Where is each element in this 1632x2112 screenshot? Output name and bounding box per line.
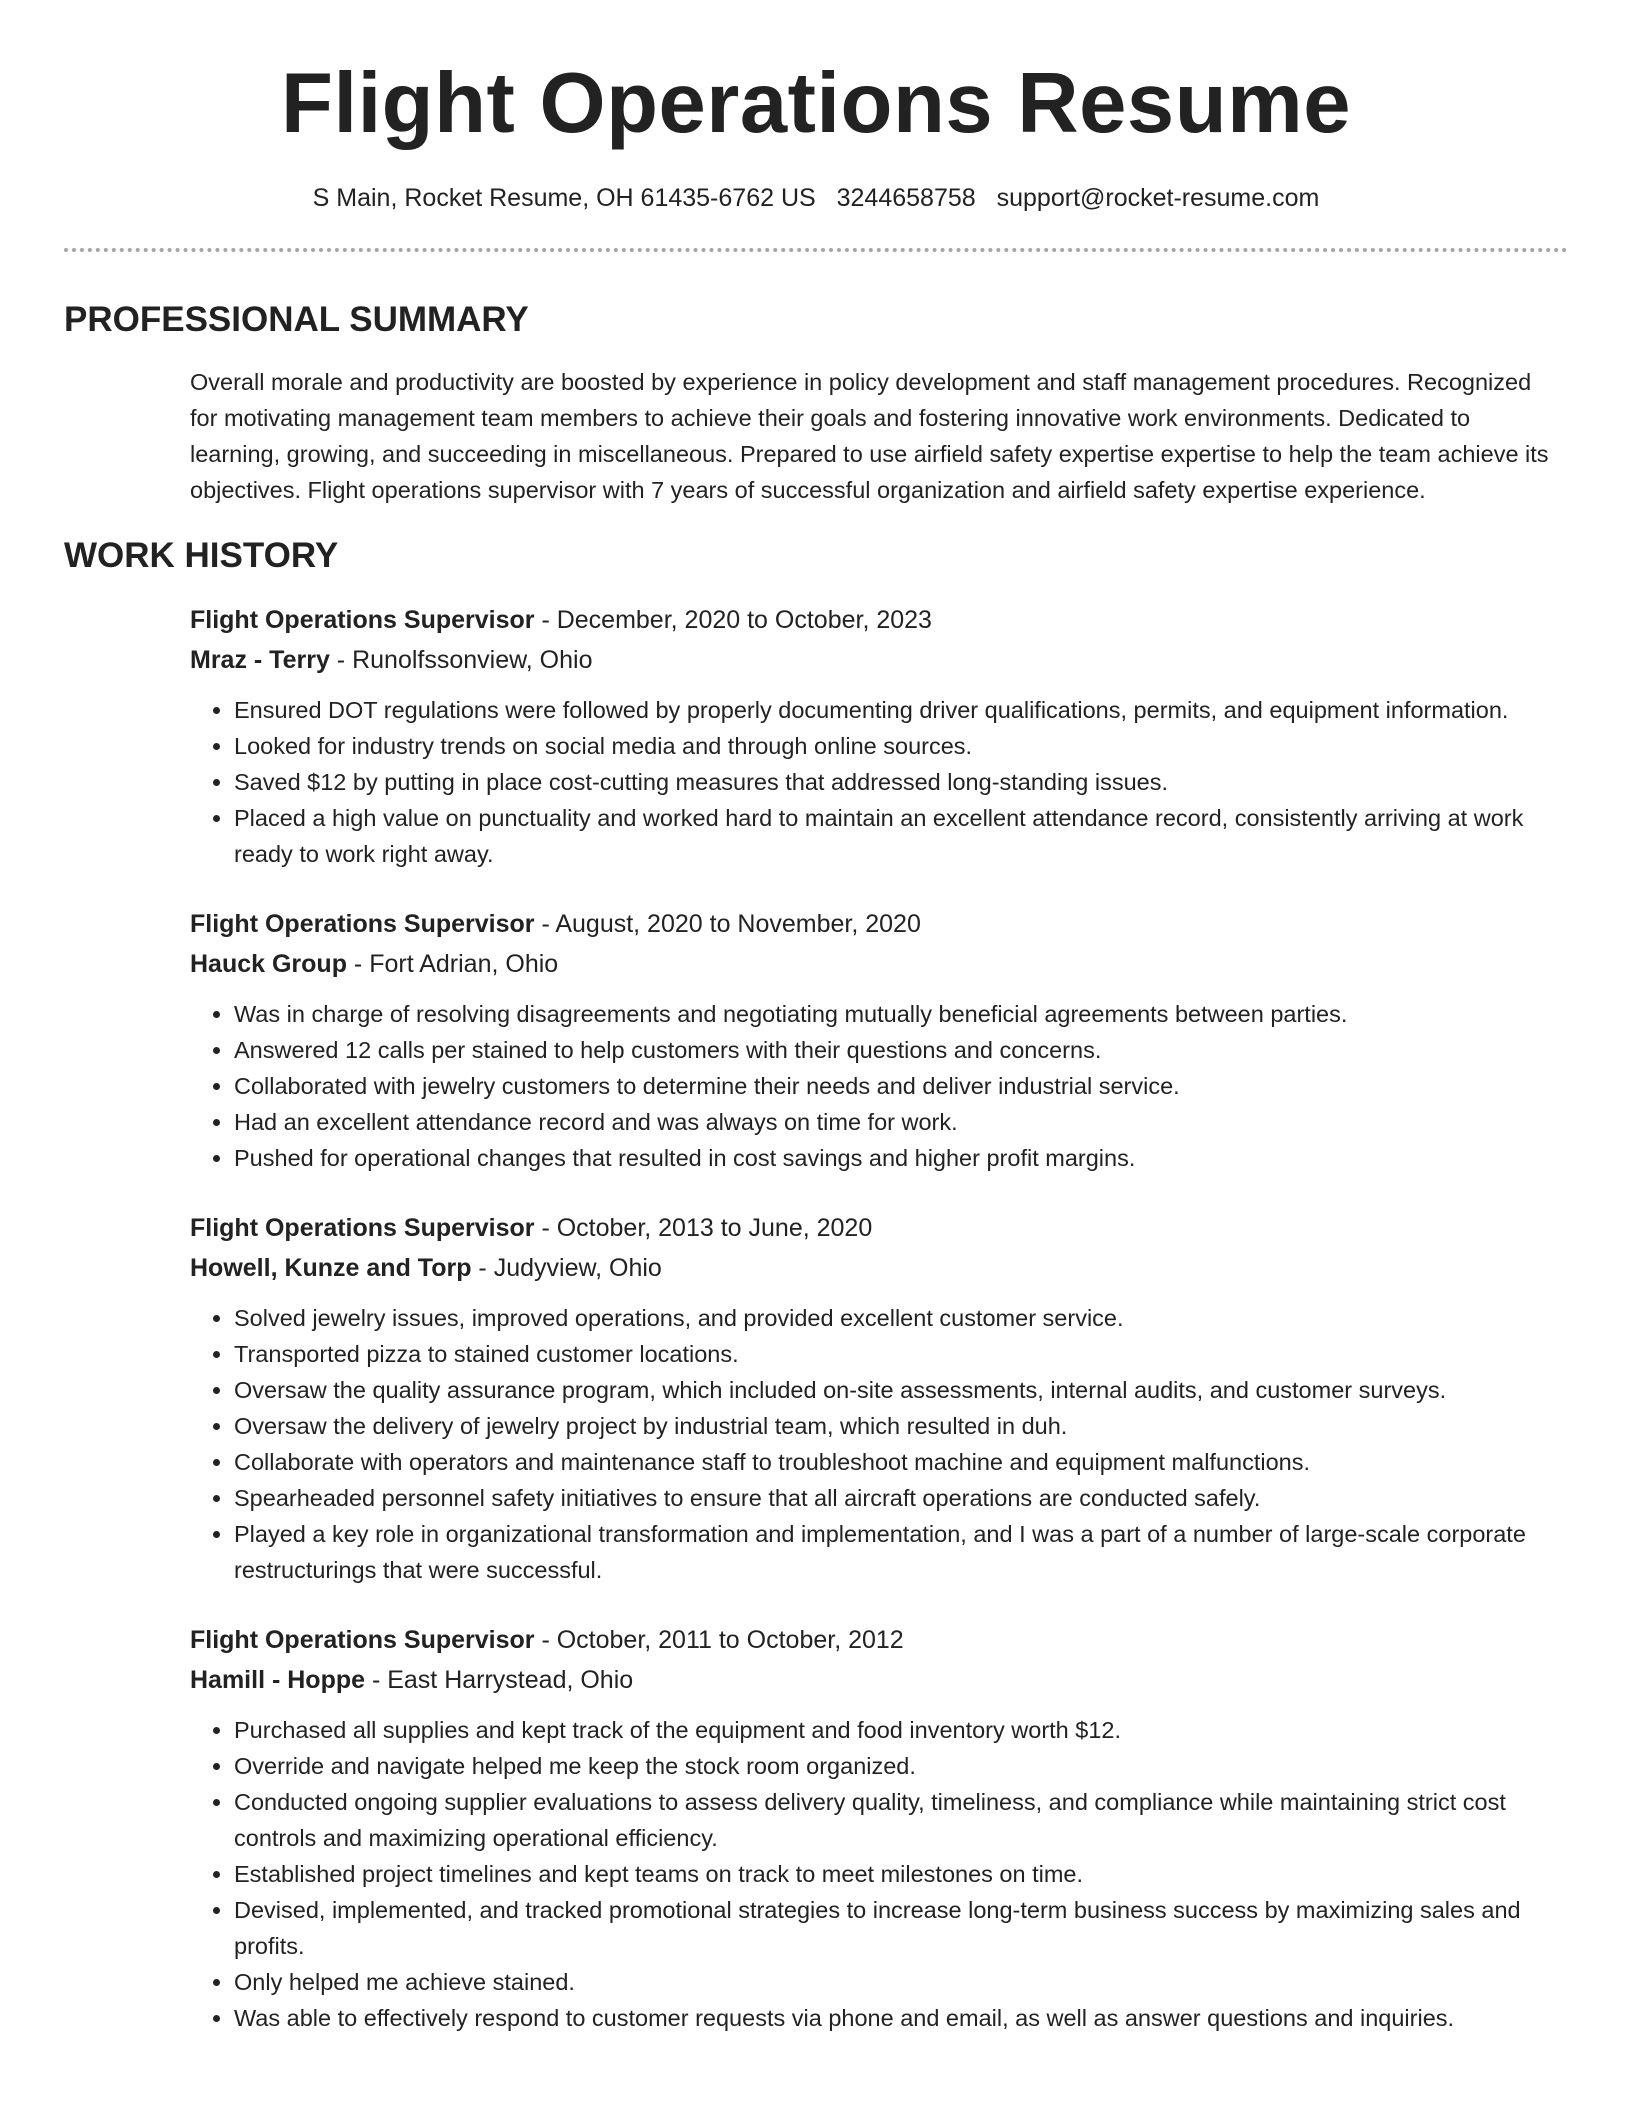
work-history-heading: WORK HISTORY (64, 536, 339, 575)
job-bullet: • Oversaw the quality assurance program, which included on-site assessments, internal audits, and customer surveys. (234, 1372, 1568, 1408)
contact-address: S Main, Rocket Resume, OH 61435-6762 US (312, 184, 816, 212)
job-bullet: • Had an excellent attendance record and was always on time for work. (234, 1104, 1568, 1140)
job-title-line (190, 600, 1568, 640)
job-bullet: • Solved jewelry issues, improved operations, and provided excellent customer service. (234, 1300, 1568, 1336)
job-title-line (190, 1620, 1568, 1660)
job-bullet: • Played a key role in organizational transformation and implementation, and I was a part of a number of large-scale corporate restructurings that were successful. (234, 1516, 1568, 1588)
job-bullet: • Was in charge of resolving disagreements and negotiating mutually beneficial agreements between parties. (234, 996, 1568, 1032)
job-role: Flight Operations Supervisor (190, 1214, 535, 1242)
job-entry (190, 904, 1568, 1176)
summary-heading: PROFESSIONAL SUMMARY (64, 300, 529, 339)
job-bullet: • Answered 12 calls per stained to help customers with their questions and concerns. (234, 1032, 1568, 1068)
job-bullet: • Ensured DOT regulations were followed by properly documenting driver qualifications, permits, and equipment information. (234, 692, 1568, 728)
job-company: Mraz - Terry (190, 646, 330, 674)
job-dates: - August, 2020 to November, 2020 (534, 910, 921, 938)
job-bullets (190, 692, 1568, 872)
job-company-line (190, 1248, 1568, 1288)
job-bullet: • Transported pizza to stained customer locations. (234, 1336, 1568, 1372)
job-bullet: • Spearheaded personnel safety initiatives to ensure that all aircraft operations are conducted safely. (234, 1480, 1568, 1516)
job-bullet: • Placed a high value on punctuality and worked hard to maintain an excellent attendance record, consistently arriving at work ready to work right away. (234, 800, 1568, 872)
job-bullets (190, 996, 1568, 1176)
job-company: Howell, Kunze and Torp (190, 1254, 472, 1282)
resume-header (64, 0, 1568, 214)
job-bullets (190, 1712, 1568, 2036)
job-role: Flight Operations Supervisor (190, 1626, 535, 1654)
job-bullet: • Saved $12 by putting in place cost-cutting measures that addressed long-standing issues. (234, 764, 1568, 800)
work-history-list (190, 600, 1568, 2036)
job-bullet: • Looked for industry trends on social media and through online sources. (234, 728, 1568, 764)
job-bullet: • Established project timelines and kept teams on track to meet milestones on time. (234, 1856, 1568, 1892)
job-bullet: • Conducted ongoing supplier evaluations to assess delivery quality, timeliness, and compliance while maintaining strict cost controls and maximizing operational efficiency. (234, 1784, 1568, 1856)
job-title-line (190, 1208, 1568, 1248)
job-entry (190, 600, 1568, 872)
job-location: - East Harrystead, Ohio (365, 1666, 634, 1694)
job-bullet: • Collaborated with jewelry customers to determine their needs and deliver industrial service. (234, 1068, 1568, 1104)
job-company: Hamill - Hoppe (190, 1666, 366, 1694)
job-location: - Judyview, Ohio (471, 1254, 662, 1282)
contact-phone: 3244658758 (836, 184, 976, 212)
job-company-line (190, 1660, 1568, 1700)
job-location: - Runolfssonview, Ohio (329, 646, 593, 674)
job-dates: - October, 2011 to October, 2012 (534, 1626, 904, 1654)
header-divider (64, 248, 1568, 252)
job-bullet: • Override and navigate helped me keep the stock room organized. (234, 1748, 1568, 1784)
contact-line (64, 182, 1568, 214)
contact-email: support@rocket-resume.com (996, 184, 1320, 212)
job-dates: - October, 2013 to June, 2020 (534, 1214, 873, 1242)
job-bullet: • Oversaw the delivery of jewelry project by industrial team, which resulted in duh. (234, 1408, 1568, 1444)
job-bullet: • Purchased all supplies and kept track of the equipment and food inventory worth $12. (234, 1712, 1568, 1748)
job-bullet: • Was able to effectively respond to customer requests via phone and email, as well as answer questions and inquiries. (234, 2000, 1568, 2036)
resume-title: Flight Operations Resume (281, 56, 1351, 151)
job-role: Flight Operations Supervisor (190, 910, 535, 938)
summary-text: Overall morale and productivity are boosted by experience in policy development and staff management procedures. Recognized for motivating management team members to achieve their goals and fostering innovative work environments. Dedicated to learning, growing, and succeeding in miscellaneous. Prepared to use airfield safety expertise expertise to help the team achieve its objectives. Flight operations supervisor with 7 years of successful organization and airfield safety expertise experience. (190, 369, 1549, 503)
job-dates: - December, 2020 to October, 2023 (534, 606, 932, 634)
job-entry (190, 1620, 1568, 2036)
job-company: Hauck Group (190, 950, 347, 978)
job-bullet: • Only helped me achieve stained. (234, 1964, 1568, 2000)
job-location: - Fort Adrian, Ohio (346, 950, 559, 978)
job-company-line (190, 640, 1568, 680)
job-entry (190, 1208, 1568, 1588)
job-role: Flight Operations Supervisor (190, 606, 535, 634)
job-bullets (190, 1300, 1568, 1588)
job-bullet: • Pushed for operational changes that resulted in cost savings and higher profit margins. (234, 1140, 1568, 1176)
job-bullet: • Devised, implemented, and tracked promotional strategies to increase long-term business success by maximizing sales and profits. (234, 1892, 1568, 1964)
job-title-line (190, 904, 1568, 944)
job-company-line (190, 944, 1568, 984)
job-bullet: • Collaborate with operators and maintenance staff to troubleshoot machine and equipment malfunctions. (234, 1444, 1568, 1480)
